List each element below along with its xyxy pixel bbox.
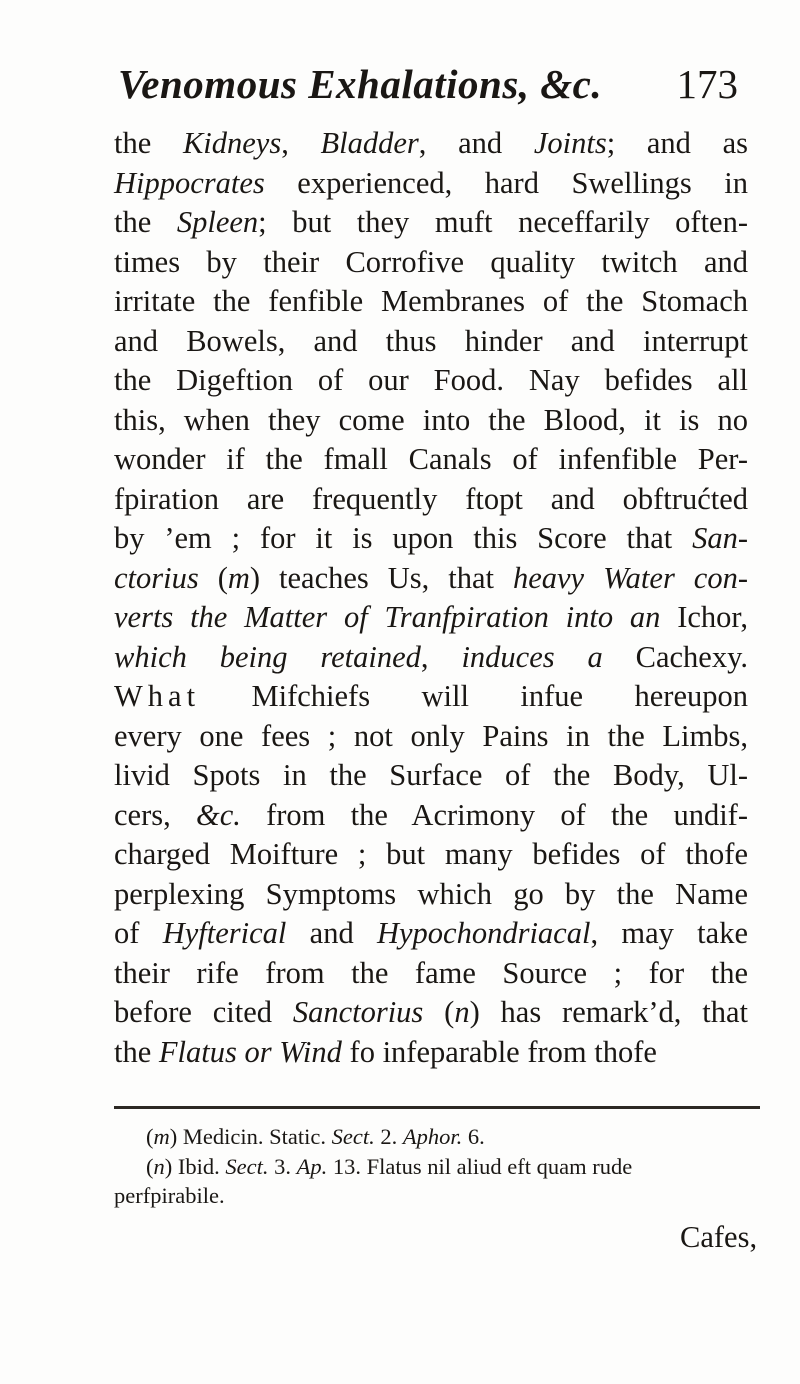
text-run: fo infeparable from thofe [341,1034,657,1069]
text-run: ) Medicin. Static. [169,1124,332,1149]
text-run: ) teaches Us, that [249,560,513,595]
footnote-rule [114,1106,760,1109]
text-run: ( [423,995,455,1029]
text-line [114,677,748,717]
text-run: cers, [114,797,196,832]
text-run: San- [692,521,748,555]
text-run: ) Ibid. [164,1153,226,1179]
text-line [114,993,748,1033]
text-run: and [286,916,377,950]
text-line [114,954,748,994]
text-run: Aphor. [402,1124,463,1149]
text-run: wonder if the fmall Canals of infenfible Per- [114,442,748,476]
text-line [114,796,748,836]
text-line [114,243,748,283]
text-run: Spleen [176,205,259,239]
text-run: perfpirabile. [114,1183,225,1208]
text-run: the [114,205,177,239]
text-line [114,164,748,204]
text-line [114,717,748,757]
text-run: Flatus or Wind [158,1034,342,1069]
running-head-title: Venomous Exhalations, &c. [118,61,603,107]
text-run: Hyfterical [162,916,287,950]
text-line [114,638,748,678]
text-run: which being retained [114,639,421,674]
text-run: the [114,1034,159,1069]
text-run: Ichor, [660,600,748,634]
text-run: Hippocrates [114,165,265,200]
text-run: fpiration are frequently ftopt and obftrućted [114,481,748,516]
text-run: irritate the fenfible Membranes of the Stomach [114,284,748,318]
text-run: Sanctorius [292,995,424,1029]
text-run: and Bowels, and thus hinder and interrupt [114,323,748,358]
text-run: 13. Flatus nil aliud eft quam rude [327,1153,633,1179]
text-run: ; and as [606,126,748,160]
running-head [118,58,738,116]
footnotes [114,1122,760,1211]
text-run: the [114,126,183,160]
text-run: heavy Water con- [512,560,748,595]
text-run: ) has remark’d, that [469,995,748,1029]
text-run: charged Moifture ; but many befides of thofe [114,837,748,871]
text-run: m [153,1124,170,1149]
footnote-line [114,1152,760,1182]
text-line [114,598,748,638]
catchword: Cafes, [680,1220,758,1254]
text-run: m [227,560,250,595]
text-run: n [454,995,470,1029]
text-line [114,835,748,875]
text-run: 6. [462,1124,485,1149]
text-run: Joints [533,126,607,160]
text-run: Kidneys [182,126,282,160]
text-line [114,559,748,599]
text-line [114,756,748,796]
text-run: , [420,639,462,674]
text-run: Ap. [296,1153,328,1179]
text-line [114,1033,748,1073]
text-run: Bladder [320,126,419,160]
text-run: ctorius [114,560,199,595]
body-text [114,124,748,1072]
text-line [114,401,748,441]
page-number: 173 [676,61,738,107]
text-line [114,440,748,480]
text-run: of [114,916,163,950]
footnote-line [114,1122,760,1152]
text-run: verts the Matter of Tranfpiration into an [114,600,661,634]
text-run: the Digeftion of our Food. Nay befides all [114,363,748,397]
text-run: perplexing Symptoms which go by the Name [114,876,748,911]
text-line [114,322,748,362]
text-line [114,914,748,954]
text-run: Mifchiefs will infue hereupon [200,679,748,713]
text-run: Hypochondriacal [376,916,591,950]
text-run: ( [146,1153,154,1179]
text-run: 3. [268,1153,297,1179]
text-run: ; but they muft neceffarily often- [258,205,749,239]
text-run: this, when they come into the Blood, it is no [114,402,748,437]
text-run: , [281,126,321,160]
text-run: &c. [195,797,241,832]
footnote-line [114,1181,760,1211]
text-line [114,282,748,322]
text-run: Sect. [331,1124,375,1149]
text-line [114,361,748,401]
text-run: , and [418,126,534,160]
text-line [114,519,748,559]
text-run: every one fees ; not only Pains in the Limbs, [114,718,748,753]
text-line [114,875,748,915]
text-run: experienced, hard Swellings in [264,165,748,200]
text-run: What [114,679,201,713]
text-run: by ’em ; for it is upon this Score that [114,521,693,555]
text-run: livid Spots in the Surface of the Body, Ul- [114,758,748,792]
text-run: ( [146,1124,154,1149]
text-run: times by their Corrofive quality twitch and [114,244,748,279]
text-run: from the Acrimony of the undif- [240,797,748,832]
text-run: their rife from the fame Source ; for the [114,955,748,990]
text-run: before cited [114,995,293,1029]
text-run: induces a [461,639,603,674]
text-run: Sect. [225,1153,269,1179]
text-line [114,480,748,520]
text-line [114,124,748,164]
text-run: ( [198,560,228,595]
text-run: Cachexy. [602,639,748,674]
text-run: n [153,1153,165,1179]
text-run: , may take [590,916,748,950]
text-line [114,203,748,243]
text-run: 2. [374,1124,403,1149]
